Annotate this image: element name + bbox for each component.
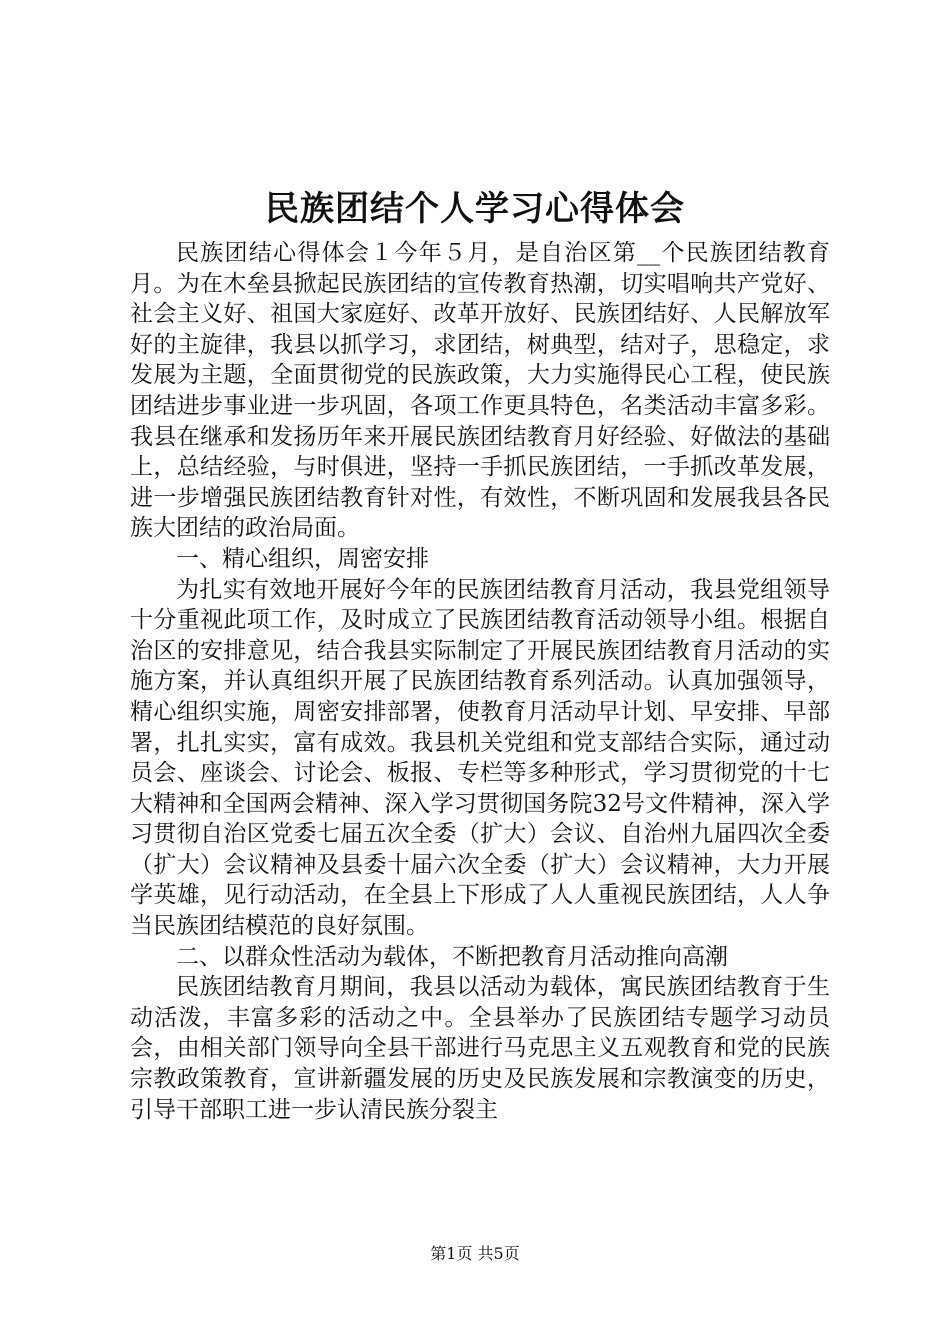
- section-heading-1: 一、精心组织，周密安排: [176, 545, 429, 572]
- document-title: 民族团结个人学习心得体会: [265, 189, 685, 229]
- section-heading-2: 二、以群众性活动为载体，不断把教育月活动推向高潮: [176, 943, 728, 970]
- document-body: [130, 238, 830, 1125]
- paragraph-section-2: 民族团结教育月期间，我县以活动为载体，寓民族团结教育于生动活泼，丰富多彩的活动之中。全县举办了民族团结专题学习动员会，由相关部门领导向全县干部进行马克思主义五观教育和党的民族宗教政策教育，宣讲新疆发展的历史及民族发展和宗教演变的历史，引导干部职工进一步认清民族分裂主: [130, 974, 830, 1123]
- paragraph-intro: 民族团结心得体会１今年５月，是自治区第__个民族团结教育月。为在木垒县掀起民族团结的宣传教育热潮，切实唱响共产党好、社会主义好、祖国大家庭好、改革开放好、民族团结好、人民解放军好的主旋律，我县以抓学习，求团结，树典型，结对子，思稳定，求发展为主题，全面贯彻党的民族政策，大力实施得民心工程，使民族团结进步事业进一步巩固，各项工作更具特色，名类活动丰富多彩。我县在继承和发扬历年来开展民族团结教育月好经验、好做法的基础上，总结经验，与时俱进，坚持一手抓民族团结，一手抓改革发展，进一步增强民族团结教育针对性，有效性，不断巩固和发展我县各民族大团结的政治局面。: [130, 240, 830, 542]
- paragraph-section-1: 为扎实有效地开展好今年的民族团结教育月活动，我县党组领导十分重视此项工作，及时成立了民族团结教育活动领导小组。根据自治区的安排意见，结合我县实际制定了开展民族团结教育月活动的实施方案，并认真组织开展了民族团结教育系列活动。认真加强领导，精心组织实施，周密安排部署，使教育月活动早计划、早安排、早部署，扎扎实实，富有成效。我县机关党组和党支部结合实际，通过动员会、座谈会、讨论会、板报、专栏等多种形式，学习贯彻党的十七大精神和全国两会精神、深入学习贯彻国务院32号文件精神，深入学习贯彻自治区党委七届五次全委（扩大）会议、自治州九届四次全委（扩大）会议精神及县委十届六次全委（扩大）会议精神，大力开展学英雄，见行动活动，在全县上下形成了人人重视民族团结，人人争当民族团结模范的良好氛围。: [130, 576, 830, 940]
- page-footer: 第1页 共5页: [430, 1244, 520, 1263]
